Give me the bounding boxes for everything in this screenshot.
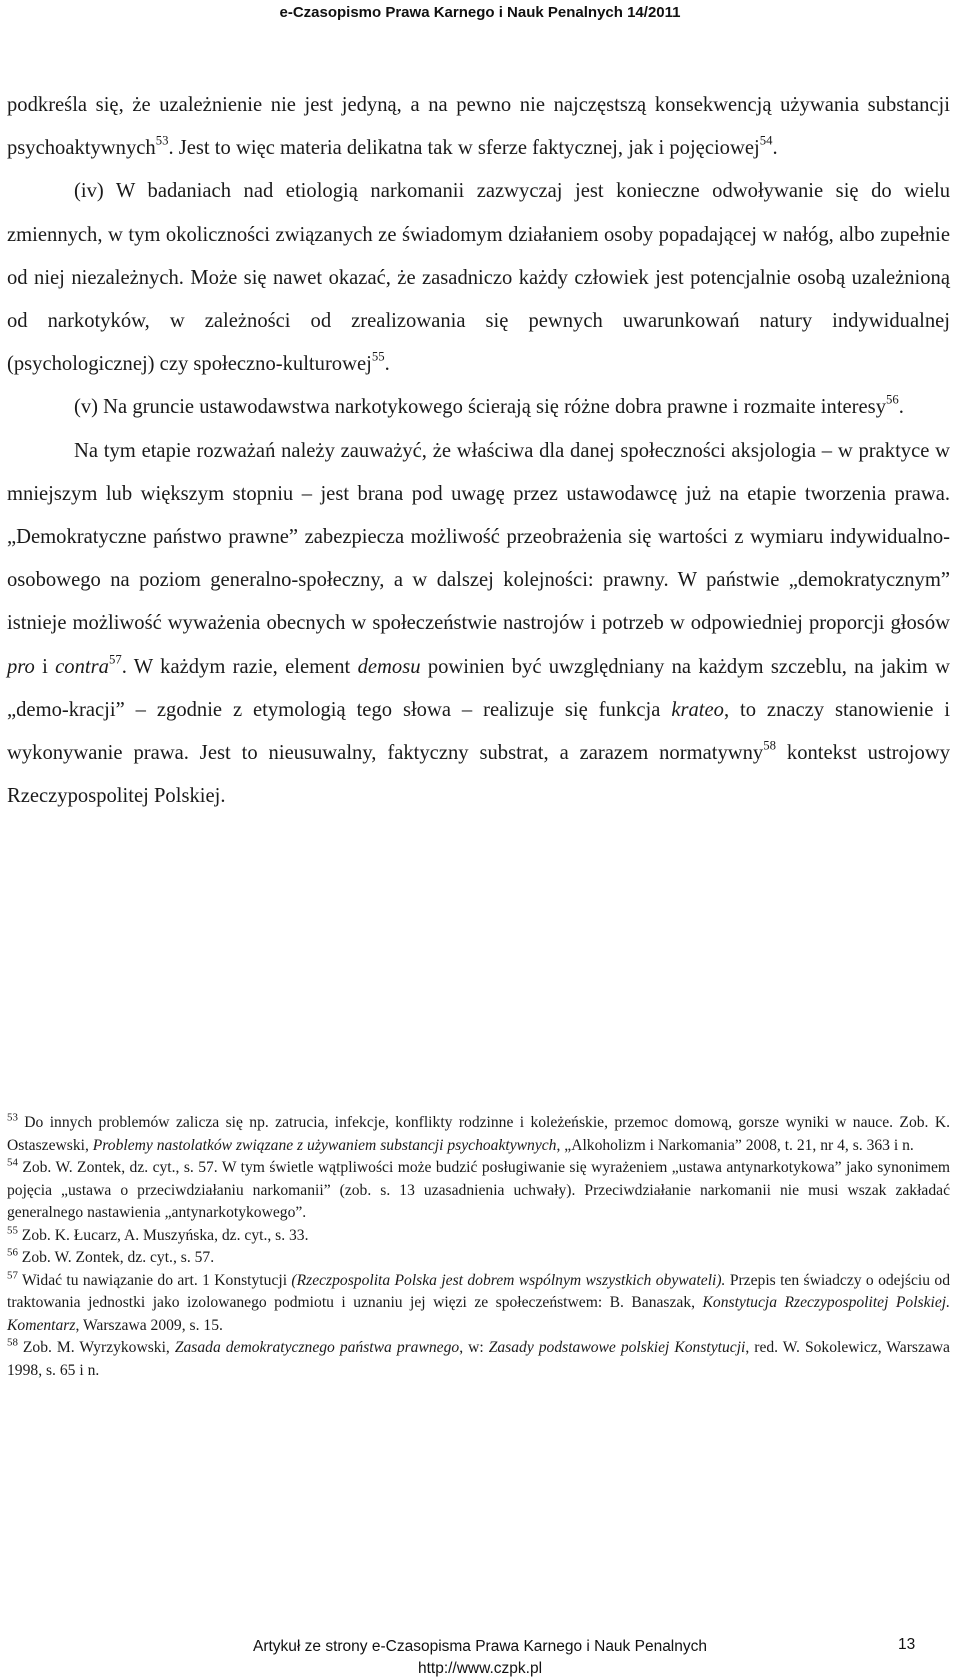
footnote-text: Zob. M. Wyrzykowski, (17, 1339, 175, 1356)
footnote-text: , w: (459, 1339, 489, 1356)
footnote-text: Widać tu nawiązanie do art. 1 Konstytucji (17, 1271, 292, 1289)
footnote-ref-58[interactable]: 58 (763, 738, 776, 753)
text-segment: . W każdym razie, element (121, 655, 358, 678)
footer-source: Artykuł ze strony e-Czasopisma Prawa Karnego i Nauk Penalnych (252, 1638, 707, 1655)
footnote-text: Do innych problemów zalicza się np. zatrucia, infekcje, konflikty rodzinne i koleżeńskie, przemoc domową, gorsze wyniki w nauce. Zob. K. Ostaszewski, (7, 1114, 950, 1154)
footnote-italic: Zasady podstawowe polskiej Konstytucji (488, 1339, 746, 1356)
page-number: 13 (898, 1636, 916, 1653)
footnote-55 (7, 1225, 950, 1248)
text-segment: . (898, 396, 904, 419)
footnote-53 (7, 1112, 950, 1157)
running-header: e-Czasopismo Prawa Karnego i Nauk Penalnych 14/2011 (279, 4, 681, 21)
italic-term-contra: contra (55, 655, 109, 678)
footer-url-link[interactable]: http://www.czpk.pl (417, 1660, 543, 1677)
text-segment: Na tym etapie rozważań należy zauważyć, że właściwa dla danej społeczności aksjologia – w praktyce w mniejszym lub większym stopniu – jest brana pod uwagę przez ustawodawcę już na etapie tworzenia prawa. „Demokratyczne państwo prawne” zabezpiecza możliwość przeobrażenia się wartości z wymiaru indywidualno-osobowego na poziom generalno-społeczny, a w dalszej kolejności: prawny. W państwie „demokratycznym” istnieje możliwość wyważenia obecnych w społeczeństwie nastrojów i potrzeb w odpowiedniej proporcji głosów (7, 439, 950, 635)
text-segment: kontekst ustrojowy Rzeczypospolitej Polskiej. (7, 742, 950, 808)
paragraph-1 (7, 84, 950, 170)
footnote-number: 57 (7, 1268, 18, 1281)
footnote-ref-53[interactable]: 53 (155, 133, 169, 148)
text-segment: . (772, 137, 778, 160)
footnote-text: Zob. W. Zontek, dz. cyt., s. 57. (17, 1249, 215, 1266)
footnote-number: 55 (7, 1223, 18, 1236)
text-segment: i (34, 655, 56, 678)
footnote-number: 53 (7, 1111, 18, 1124)
footnote-57 (7, 1270, 950, 1338)
footnote-text: , „Alkoholizm i Narkomania” 2008, t. 21, nr 4, s. 363 i n. (556, 1136, 914, 1154)
footnote-text: Przepis ten świadczy o odejściu od traktowania jednostki jako izolowanego podmiotu i uznaniu jej więzi ze społeczeństwem: B. Banaszak, (7, 1271, 950, 1311)
text-segment: , to znaczy stanowienie i wykonywanie prawa. Jest to nieusuwalny, faktyczny substrat, a zarazem normatywny (7, 698, 950, 765)
text-segment: (iv) W badaniach nad etiologią narkomanii zazwyczaj jest konieczne odwoływanie się do wielu zmiennych, w tym okoliczności związanych ze świadomym działaniem osoby popadającej w nałóg, albo zupełnie od niej niezależnych. Może się nawet okazać, że zasadniczo każdy człowiek jest potencjalnie osobą uzależnioną od narkotyków, w zależności od zrealizowania się pewnych uwarunkowań natury indywidualnej (psychologicznej) czy społeczno-kulturowej (7, 180, 950, 376)
footnote-number: 54 (7, 1156, 18, 1169)
footnote-56 (7, 1247, 950, 1270)
footnote-ref-57[interactable]: 57 (108, 652, 122, 667)
footnote-italic: Problemy nastolatków związane z używaniem substancji psychoaktywnych (92, 1136, 557, 1154)
main-text (7, 84, 950, 818)
text-segment: (v) Na gruncie ustawodawstwa narkotykowego ścierają się różne dobra prawne i rozmaite interesy (74, 396, 886, 419)
paragraph-3 (7, 386, 950, 429)
italic-term-pro: pro (7, 655, 35, 678)
paragraph-2 (7, 170, 950, 386)
footnote-58 (7, 1337, 950, 1382)
footnote-text: Zob. W. Zontek, dz. cyt., s. 57. W tym świetle wątpliwości może budzić posługiwanie się wyrażeniem „ustawa antynarkotykowa” jako synonimem pojęcia „ustawa o przeciwdziałaniu narkomanii” (zob. s. 13 uzasadnienia uchwały). Przeciwdziałanie narkomanii nie musi wszak zakładać generalnego nastawienia „antynarkotykowego”. (7, 1159, 950, 1221)
text-segment: . (384, 353, 390, 376)
text-segment: . Jest to więc materia delikatna tak w sferze faktycznej, jak i pojęciowej (168, 137, 760, 160)
text-segment: podkreśla się, że uzależnienie nie jest jedyną, a na pewno nie najczęstszą konsekwencją używania substancji psychoaktywnych (7, 94, 950, 160)
footnote-italic: Konstytucja Rzeczypospolitej Polskiej. Komentarz (7, 1294, 951, 1334)
footnotes-section (7, 1112, 950, 1382)
text-segment: powinien być uwzględniany na każdym szczeblu, na jakim w „demo-kracji” – zgodnie z etymologią tego słowa – realizuje się funkcja (7, 655, 950, 721)
footnote-ref-56[interactable]: 56 (886, 392, 899, 407)
italic-term-demosu: demosu (357, 655, 421, 678)
footnote-ref-55[interactable]: 55 (371, 349, 385, 364)
footnote-number: 56 (7, 1246, 18, 1259)
footnote-54 (7, 1157, 950, 1225)
footnote-italic: Zasada demokratycznego państwa prawnego (174, 1339, 460, 1356)
footnote-number: 58 (7, 1336, 18, 1349)
footnote-ref-54[interactable]: 54 (759, 133, 773, 148)
footnote-italic: (Rzeczpospolita Polska jest dobrem wspólnym wszystkich obywateli). (291, 1271, 726, 1289)
footnote-text: , Warszawa 2009, s. 15. (75, 1316, 223, 1334)
footnote-text: Zob. K. Łucarz, A. Muszyńska, dz. cyt., s. 33. (17, 1226, 309, 1244)
italic-term-krateo: krateo (671, 698, 724, 721)
footnote-text: , red. W. Sokolewicz, Warszawa 1998, s. 65 i n. (7, 1339, 950, 1379)
paragraph-4 (7, 430, 950, 819)
